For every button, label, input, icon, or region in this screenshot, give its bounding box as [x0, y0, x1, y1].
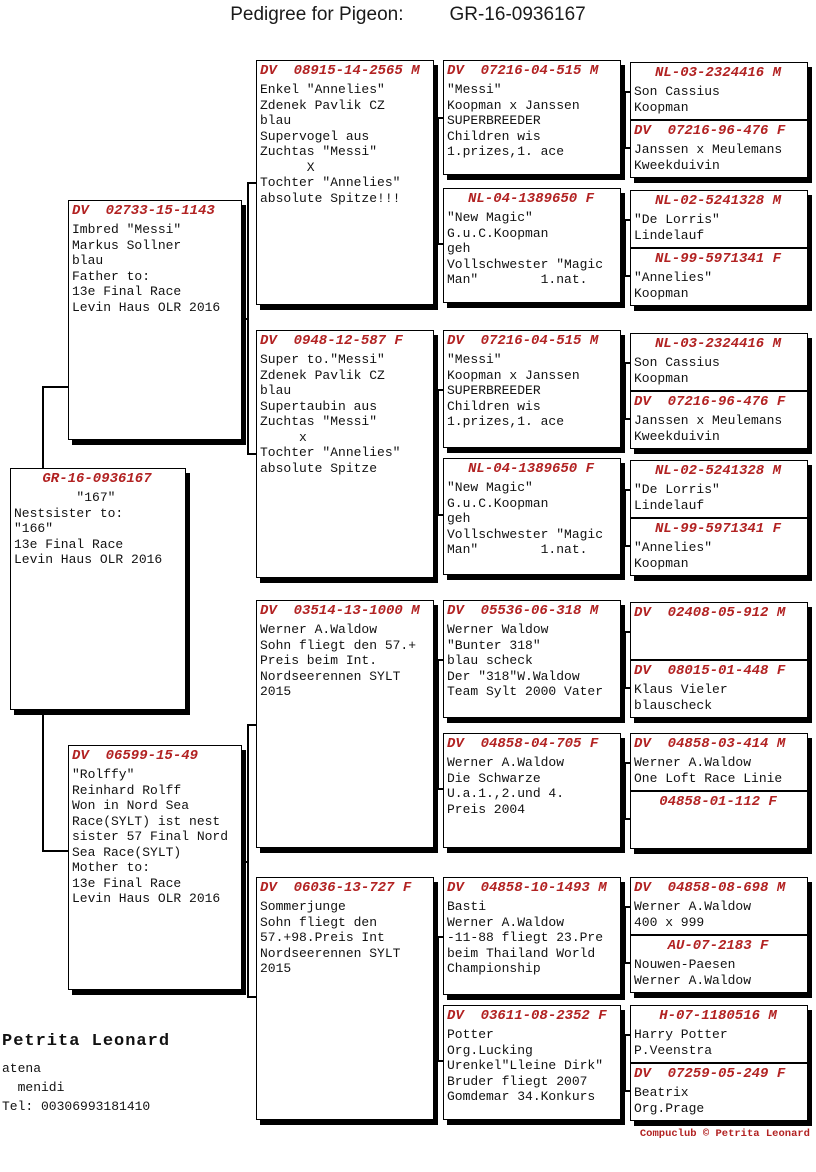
box-line: x [260, 429, 307, 445]
owner-phone: Tel: 00306993181410 [2, 1099, 151, 1114]
box-line: geh [447, 511, 471, 526]
box-line: Super to."Messi" [260, 352, 385, 367]
connector-stub [621, 518, 624, 520]
box-line: U.a.1.,2.und 4. [447, 786, 565, 801]
title-ring-number: GR-16-0936167 [449, 4, 586, 25]
pedigree-box-subject [10, 468, 186, 710]
box-line: Sohn fliegt den 57.+ [260, 637, 417, 653]
ring-number: NL-04-1389650 F [467, 191, 595, 207]
pedigree-box-ddsd [630, 935, 808, 993]
box-line: Werner A.Waldow [447, 914, 565, 930]
box-line: Children wis [447, 128, 541, 144]
box-line: Tochter "Annelies" [260, 175, 401, 190]
box-line: 57.+98.Preis Int [260, 930, 385, 945]
box-line: absolute Spitze!!! [260, 190, 401, 206]
box-line: Bruder fliegt 2007 [447, 1073, 588, 1089]
box-line: "De Lorris" [634, 482, 720, 497]
box-line: G.u.C.Koopman [447, 225, 549, 241]
box-line: Lindelauf [634, 227, 705, 243]
box-line: Koopman x Janssen [447, 367, 580, 383]
ring-number: DV 05536-06-318 M [447, 603, 599, 619]
box-line: Zdenek Pavlik CZ [260, 97, 385, 113]
title-label: Pedigree for Pigeon: [230, 4, 404, 25]
box-line: sister 57 Final Nord [72, 829, 229, 844]
connector-stub [621, 660, 624, 662]
box-line: Nordseerennen SYLT [260, 668, 401, 684]
connector-stub [434, 724, 437, 726]
box-line: Supertaubin aus [260, 398, 378, 414]
box-line: "Annelies" [634, 540, 713, 555]
connector-stub [621, 248, 624, 250]
pedigree-box-sds [443, 330, 621, 448]
box-line: "167" [14, 490, 116, 505]
box-line: Zuchtas "Messi" [260, 414, 378, 429]
box-line: absolute Spitze [260, 460, 378, 476]
connector-stub [242, 318, 247, 320]
owner-address-line-1: atena [2, 1061, 42, 1076]
box-line: Nestsister to: [14, 505, 124, 521]
connector-stub [434, 181, 437, 183]
pedigree-box-dddd [630, 1063, 808, 1121]
ring-number: DV 04858-03-414 M [634, 736, 786, 752]
connector-stub [242, 861, 247, 863]
box-line: 2015 [260, 684, 292, 699]
box-line: Son Cassius [634, 355, 720, 370]
box-line: Gomdemar 34.Konkurs [447, 1089, 596, 1104]
ring-number: DV 03611-08-2352 F [447, 1008, 607, 1024]
ring-number: NL-02-5241328 M [654, 193, 782, 209]
box-line: Vollschwester "Magic [447, 256, 604, 272]
pedigree-box-sdd [443, 458, 621, 575]
box-line: Urenkel"Lleine Dirk" [447, 1058, 604, 1073]
box-line: Lindelauf [634, 497, 705, 513]
pedigree-box-dss [443, 600, 621, 718]
pedigree-box-ssd [443, 188, 621, 303]
ring-number: NL-03-2324416 M [654, 336, 782, 352]
box-line: "New Magic" [447, 210, 533, 225]
box-line: Vollschwester "Magic [447, 526, 604, 542]
connector-stub [434, 999, 437, 1001]
box-line: Klaus Vieler [634, 682, 728, 697]
box-line: Supervogel aus [260, 128, 370, 144]
box-line: Janssen x Meulemans [634, 142, 783, 157]
box-line: Werner A.Waldow [634, 755, 752, 770]
ring-number: DV 07216-04-515 M [447, 333, 599, 349]
box-line: Janssen x Meulemans [634, 413, 783, 428]
ring-number: DV 03514-13-1000 M [260, 603, 420, 619]
box-line: Kweekduivin [634, 157, 720, 173]
pedigree-box-dsss [630, 602, 808, 660]
box-line: Werner Waldow [447, 622, 549, 637]
box-line: 1.prizes,1. ace [447, 144, 565, 159]
pedigree-box-ddss [630, 877, 808, 935]
box-line: Org.Lucking [447, 1042, 533, 1058]
box-line: 2015 [260, 961, 292, 976]
footer-credit: Compuclub © Petrita Leonard [639, 1128, 810, 1140]
connector-stub [621, 1063, 624, 1065]
box-line: Son Cassius [634, 84, 720, 99]
box-line: Imbred "Messi" [72, 222, 182, 237]
pedigree-box-sssd [630, 120, 808, 178]
ring-number: 04858-01-112 F [659, 794, 777, 810]
pedigree-box-dsds [630, 733, 808, 791]
ring-number: NL-99-5971341 F [654, 251, 782, 267]
ring-number: DV 07259-05-249 F [634, 1066, 786, 1082]
pedigree-box-ss [256, 60, 434, 305]
ring-number: DV 06036-13-727 F [260, 880, 412, 896]
pedigree-box-ssds [630, 190, 808, 248]
box-line: Father to: [72, 268, 151, 284]
ring-number: DV 08915-14-2565 M [260, 63, 420, 79]
ring-number: DV 06599-15-49 [72, 748, 199, 764]
box-line: Preis 2004 [447, 801, 526, 817]
box-line: Enkel "Annelies" [260, 82, 385, 97]
box-line: Sommerjunge [260, 899, 346, 914]
box-line: "Messi" [447, 352, 502, 367]
box-line: "Messi" [447, 82, 502, 97]
pedigree-box-dsdd [630, 791, 808, 849]
ring-number: NL-02-5241328 M [654, 463, 782, 479]
box-line: 1.prizes,1. ace [447, 414, 565, 429]
box-line: X [260, 159, 315, 175]
ring-number: DV 0948-12-587 F [260, 333, 403, 349]
pedigree-box-ddds [630, 1005, 808, 1063]
box-line: Koopman x Janssen [447, 97, 580, 113]
box-line: Werner A.Waldow [634, 972, 752, 988]
box-line: One Loft Race Linie [634, 770, 783, 786]
ring-number: DV 04858-08-698 M [634, 880, 786, 896]
box-line: Markus Sollner [72, 237, 182, 253]
box-line: Der "318"W.Waldow [447, 668, 580, 684]
owner-block [2, 1032, 170, 1116]
ring-number: DV 02408-05-912 M [634, 605, 786, 621]
box-line: Team Sylt 2000 Vater [447, 684, 604, 699]
box-line: blau [260, 383, 292, 398]
box-line: Werner A.Waldow [447, 755, 565, 770]
box-line: Koopman [634, 99, 689, 115]
box-line: Koopman [634, 555, 689, 571]
page-title [0, 4, 816, 26]
box-line: Levin Haus OLR 2016 [72, 299, 221, 315]
connector-stub [621, 791, 624, 793]
ring-number: NL-04-1389650 F [467, 461, 595, 477]
box-line: Zdenek Pavlik CZ [260, 367, 385, 383]
box-line: Man" 1.nat. [447, 542, 588, 557]
box-line: Sohn fliegt den [260, 914, 378, 930]
box-line: Koopman [634, 285, 689, 301]
ring-number: DV 02733-15-1143 [72, 203, 215, 219]
connector-bracket [247, 182, 256, 455]
box-line: blau [72, 253, 104, 268]
box-line: Nouwen-Paesen [634, 957, 736, 972]
box-line: Tochter "Annelies" [260, 445, 401, 460]
connector-stub [434, 452, 437, 454]
pedigree-box-ssss [630, 62, 808, 120]
box-line: P.Veenstra [634, 1042, 713, 1058]
box-line: Levin Haus OLR 2016 [14, 552, 163, 567]
box-line: Org.Prage [634, 1100, 705, 1116]
ring-number: H-07-1180516 M [659, 1008, 777, 1024]
pedigree-box-dd [256, 877, 434, 1120]
box-line: Potter [447, 1027, 494, 1042]
box-line: Reinhard Rolff [72, 782, 182, 798]
box-line: Nordseerennen SYLT [260, 945, 401, 961]
box-line: Beatrix [634, 1085, 689, 1100]
pedigree-box-sdsd [630, 391, 808, 449]
box-line: "New Magic" [447, 480, 533, 495]
box-line: Harry Potter [634, 1027, 728, 1042]
owner-address-line-2: menidi [2, 1080, 65, 1095]
pedigree-box-dsd [443, 733, 621, 848]
pedigree-box-sddd [630, 518, 808, 576]
box-line: Children wis [447, 398, 541, 414]
box-line: "Rolffy" [72, 767, 135, 782]
box-line: Koopman [634, 370, 689, 386]
box-line: Zuchtas "Messi" [260, 144, 378, 159]
ring-number: DV 04858-04-705 F [447, 736, 599, 752]
box-line: SUPERBREEDER [447, 113, 541, 128]
box-line: Basti [447, 899, 487, 914]
ring-number: DV 08015-01-448 F [634, 663, 786, 679]
box-line: 13e Final Race [14, 536, 124, 552]
connector-stub [621, 935, 624, 937]
box-line: Mother to: [72, 860, 151, 875]
box-line: Man" 1.nat. [447, 272, 588, 287]
pedigree-box-dam [68, 745, 242, 990]
connector-bracket [247, 724, 256, 998]
box-line: Levin Haus OLR 2016 [72, 891, 221, 906]
box-line: "Bunter 318" [447, 637, 541, 653]
box-line: "De Lorris" [634, 212, 720, 227]
ring-number: GR-16-0936167 [42, 471, 152, 487]
box-line: Werner A.Waldow [634, 899, 752, 914]
pedigree-box-dssd [630, 660, 808, 718]
box-line: Race(SYLT) ist nest [72, 813, 221, 829]
box-line: blau [260, 113, 292, 128]
box-line: Kweekduivin [634, 428, 720, 444]
pedigree-box-sd [256, 330, 434, 578]
ring-number: DV 04858-10-1493 M [447, 880, 607, 896]
ring-number: DV 07216-96-476 F [634, 394, 786, 410]
box-line: blau scheck [447, 653, 533, 668]
ring-number: DV 07216-04-515 M [447, 63, 599, 79]
pedigree-box-sire [68, 200, 242, 440]
box-line: "Annelies" [634, 270, 713, 285]
box-line: 13e Final Race [72, 875, 182, 891]
connector-stub [621, 120, 624, 122]
box-line: beim Thailand World [447, 945, 596, 961]
pedigree-box-sdds [630, 460, 808, 518]
pedigree-box-ssdd [630, 248, 808, 306]
box-line: -11-88 fliegt 23.Pre [447, 930, 604, 945]
box-line: Preis beim Int. [260, 653, 378, 668]
box-line: blauscheck [634, 697, 713, 713]
ring-number: NL-99-5971341 F [654, 521, 782, 537]
pedigree-box-dds [443, 877, 621, 995]
pedigree-box-sdss [630, 333, 808, 391]
connector-stub [621, 391, 624, 393]
ring-number: AU-07-2183 F [667, 938, 769, 954]
box-line: Werner A.Waldow [260, 622, 378, 637]
ring-number: DV 07216-96-476 F [634, 123, 786, 139]
ring-number: NL-03-2324416 M [654, 65, 782, 81]
box-line: 400 x 999 [634, 914, 705, 930]
box-line: Won in Nord Sea [72, 798, 190, 813]
box-line: Sea Race(SYLT) [72, 844, 182, 860]
owner-name: Petrita Leonard [2, 1032, 171, 1051]
box-line: SUPERBREEDER [447, 383, 541, 398]
box-line: 13e Final Race [72, 284, 182, 299]
box-line: Die Schwarze [447, 770, 541, 786]
pedigree-box-ds [256, 600, 434, 848]
box-line: geh [447, 241, 471, 256]
pedigree-box-ddd [443, 1005, 621, 1120]
pedigree-box-sss [443, 60, 621, 175]
box-line: "166" [14, 521, 54, 536]
box-line: Championship [447, 961, 541, 976]
box-line: G.u.C.Koopman [447, 495, 549, 511]
